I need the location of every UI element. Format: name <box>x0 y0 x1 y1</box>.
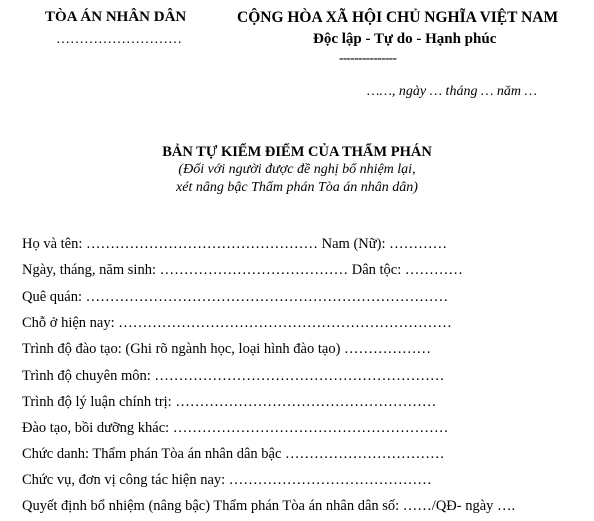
document-subtitle-line1: (Đối với người được đề nghị bổ nhiệm lại, <box>178 162 416 177</box>
national-title: CỘNG HÒA XÃ HỘI CHỦ NGHĨA VIỆT NAM <box>237 9 559 26</box>
field-current-address: Chỗ ở hiện nay: …………………………………………………………… <box>22 315 452 331</box>
field-title: Chức danh: Thẩm phán Tòa án nhân dân bậc …………………………… <box>22 446 445 462</box>
field-other-training: Đào tạo, bồi dưỡng khác: ………………………………………………… <box>22 420 449 436</box>
court-name: TÒA ÁN NHÂN DÂN <box>45 9 187 25</box>
field-political-theory: Trình độ lý luận chính trị: ……………………………………………… <box>22 394 437 410</box>
date-line: ……, ngày … tháng … năm … <box>367 84 537 99</box>
field-date-of-birth: Ngày, tháng, năm sinh: ………………………………… Dân tộc: ………… <box>22 262 463 278</box>
field-full-name: Họ và tên: ………………………………………… Nam (Nữ): ………… <box>22 236 448 252</box>
field-position-unit: Chức vụ, đơn vị công tác hiện nay: …………………………………… <box>22 472 432 488</box>
field-appointment-decision: Quyết định bổ nhiệm (nâng bậc) Thẩm phán Tòa án nhân dân số: ……/QĐ- ngày …. <box>22 498 516 514</box>
court-name-placeholder: ……………………… <box>56 32 182 47</box>
field-hometown: Quê quán: ………………………………………………………………… <box>22 289 449 305</box>
field-professional-level: Trình độ chuyên môn: …………………………………………………… <box>22 368 445 384</box>
document-subtitle-line2: xét nâng bậc Thẩm phán Tòa án nhân dân) <box>176 180 418 195</box>
motto-underline: --------------- <box>339 50 397 65</box>
document-title: BẢN TỰ KIỂM ĐIỂM CỦA THẨM PHÁN <box>162 144 432 160</box>
national-motto: Độc lập - Tự do - Hạnh phúc <box>313 31 497 47</box>
field-education-level: Trình độ đào tạo: (Ghi rõ ngành học, loại hình đào tạo) ……………… <box>22 341 432 357</box>
